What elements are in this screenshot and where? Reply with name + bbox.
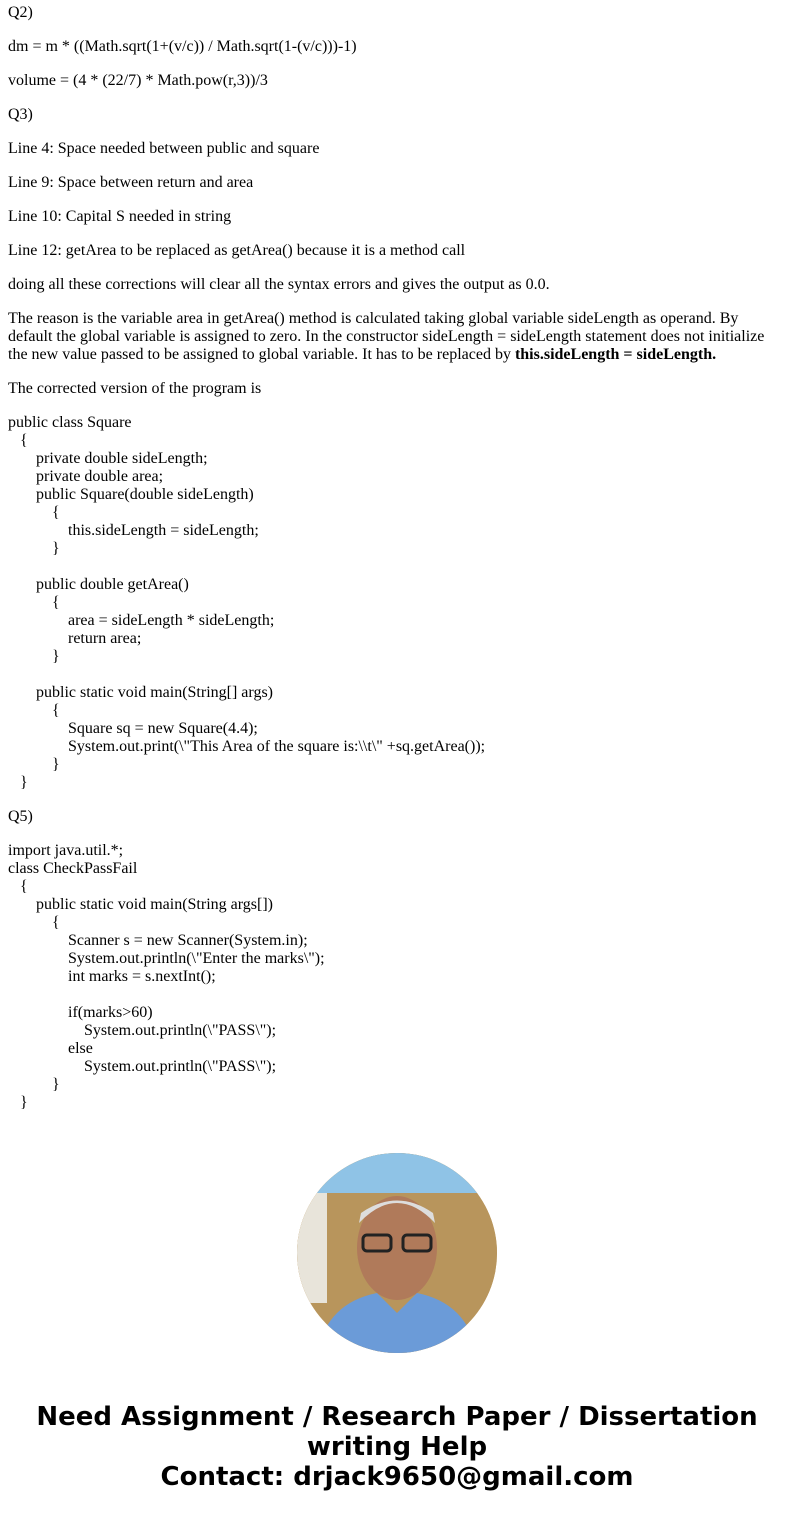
code-line — [8, 986, 786, 1004]
code-line: return area; — [68, 630, 142, 647]
code-line: } — [20, 774, 28, 791]
code-line: private double sideLength; — [36, 450, 208, 467]
code-line: } — [20, 1094, 28, 1111]
code-line: this.sideLength = sideLength; — [68, 522, 259, 539]
q5-label: Q5) — [8, 808, 33, 825]
square-code-block — [8, 414, 786, 792]
paragraph: Line 12: getArea to be replaced as getArea() because it is a method call — [8, 242, 466, 259]
code-line: { — [52, 594, 60, 611]
code-line: } — [52, 648, 60, 665]
code-line: { — [20, 878, 28, 895]
code-line: public Square(double sideLength) — [36, 486, 254, 503]
code-line: class CheckPassFail — [8, 860, 138, 877]
footer-contact: Contact: drjack9650@gmail.com — [160, 1462, 634, 1492]
paragraph: dm = m * ((Math.sqrt(1+(v/c)) / Math.sqrt(1-(v/c)))-1) — [8, 38, 357, 55]
paragraph: Q3) — [8, 106, 33, 123]
code-line: System.out.println(\"Enter the marks\"); — [68, 950, 325, 967]
code-line: { — [20, 432, 28, 449]
code-line: private double area; — [36, 468, 164, 485]
paragraph: Line 9: Space between return and area — [8, 174, 254, 191]
code-line: public class Square — [8, 414, 132, 431]
code-line: Scanner s = new Scanner(System.in); — [68, 932, 308, 949]
code-line: } — [52, 540, 60, 557]
code-line: System.out.print(\"This Area of the square is:\\t\" +sq.getArea()); — [68, 738, 486, 755]
code-line: { — [52, 702, 60, 719]
paragraph: Line 10: Capital S needed in string — [8, 208, 232, 225]
paragraph: Line 4: Space needed between public and square — [8, 140, 320, 157]
author-avatar — [297, 1153, 497, 1353]
reason-text: The reason is the variable area in getArea() method is calculated taking global variable sideLength as operand. By default the global variable is assigned to zero. In the constructor sideLength = sideLength statement does not initialize the new value passed to be assigned to global variable. It has to be replaced by — [8, 310, 765, 363]
footer-line-2: writing Help — [306, 1432, 488, 1462]
footer-line-1: Need Assignment / Research Paper / Dissertation — [36, 1402, 758, 1432]
code-line: import java.util.*; — [8, 842, 124, 859]
code-line: public static void main(String args[]) — [36, 896, 273, 913]
code-line: area = sideLength * sideLength; — [68, 612, 275, 629]
paragraph: doing all these corrections will clear all the syntax errors and gives the output as 0.0. — [8, 276, 550, 293]
reason-bold: this.sideLength = sideLength. — [514, 346, 717, 363]
code-line: int marks = s.nextInt(); — [68, 968, 216, 985]
code-line: public static void main(String[] args) — [36, 684, 273, 701]
code-line: if(marks>60) — [68, 1004, 153, 1021]
code-line: Square sq = new Square(4.4); — [68, 720, 258, 737]
code-line: } — [52, 756, 60, 773]
code-line: { — [52, 504, 60, 521]
paragraph: volume = (4 * (22/7) * Math.pow(r,3))/3 — [8, 72, 268, 89]
code-line: { — [52, 914, 60, 931]
q5-code-block — [8, 842, 786, 1112]
code-line — [8, 558, 786, 576]
corrected-intro: The corrected version of the program is — [8, 380, 262, 397]
code-line: } — [52, 1076, 60, 1093]
code-line: public double getArea() — [36, 576, 189, 593]
code-line: System.out.println(\"PASS\"); — [84, 1058, 277, 1075]
reason-paragraph — [8, 310, 786, 364]
code-line: else — [68, 1040, 93, 1057]
code-line: System.out.println(\"PASS\"); — [84, 1022, 277, 1039]
code-line — [8, 666, 786, 684]
footer-banner — [0, 1402, 794, 1492]
paragraph: Q2) — [8, 4, 33, 21]
